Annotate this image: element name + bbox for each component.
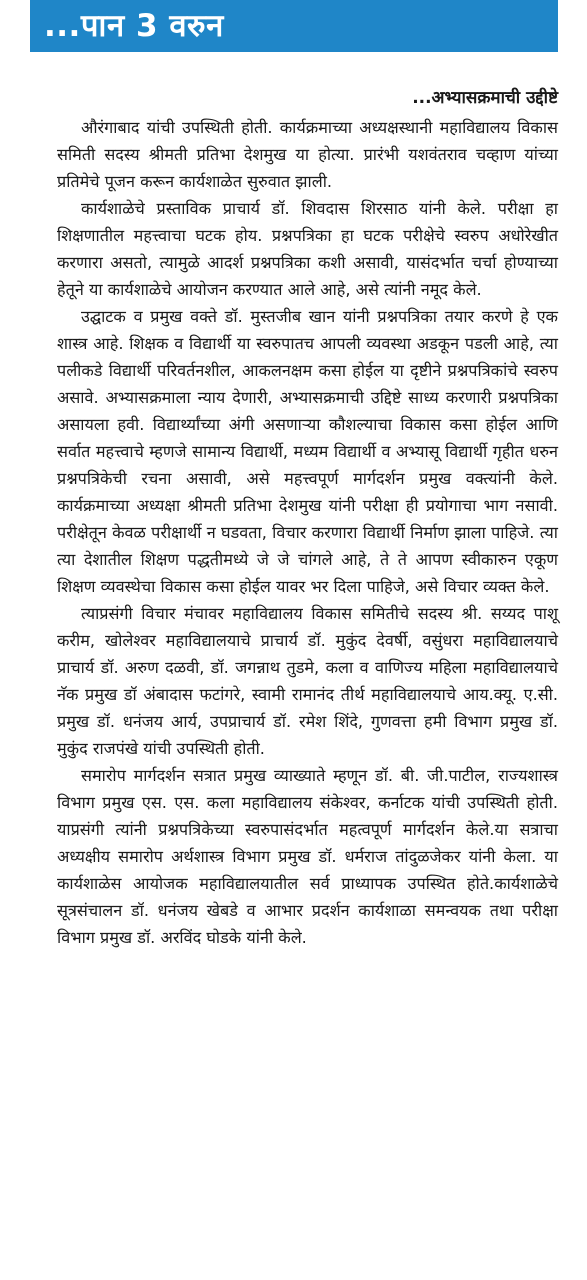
article-paragraph: कार्यशाळेचे प्रस्ताविक प्राचार्य डॉ. शिवदास शिरसाठ यांनी केले. परीक्षा हा शिक्षणातील महत्त्वाचा घटक होय. प्रश्नपत्रिका हा घटक परीक्षेचे स्वरुप अधोरेखीत करणारा असतो, त्यामुळे आदर्श प्रश्नपत्रिका कशी असावी, यासंदर्भात चर्चा होण्याच्या हेतूने या कार्यशाळेचे आयोजन करण्यात आले आहे, असे त्यांनी नमूद केले. xyxy=(57,199,558,299)
article-paragraph: त्याप्रसंगी विचार मंचावर महाविद्यालय विकास समितीचे सदस्य श्री. सय्यद पाशू करीम, खोलेश्वर महाविद्यालयाचे प्राचार्य डॉ. मुकुंद देवर्षी, वसुंधरा महाविद्यालयाचे प्राचार्य डॉ. अरुण दळवी, डॉ. जगन्नाथ तुडमे, कला व वाणिज्य महिला महाविद्यालयाचे नॅक प्रमुख डॉ अंबादास फटांगरे, स्वामी रामानंद तीर्थ महाविद्यालयाचे आय.क्यू. ए.सी. प्रमुख डॉ. धनंजय आर्य, उपप्राचार्य डॉ. रमेश शिंदे, गुणवत्ता हमी विभाग प्रमुख डॉ. मुकुंद राजपंखे यांची उपस्थिती होती. xyxy=(57,604,558,758)
article-paragraph: औरंगाबाद यांची उपस्थिती होती. कार्यक्रमाच्या अध्यक्षस्थानी महाविद्यालय विकास समिती सदस्य श्रीमती प्रतिभा देशमुख या होत्या. प्रारंभी यशवंतराव चव्हाण यांच्या प्रतिमेचे पूजन करून कार्यशाळेत सुरुवात झाली. xyxy=(57,118,558,191)
article-paragraph: उद्घाटक व प्रमुख वक्ते डॉ. मुस्तजीब खान यांनी प्रश्नपत्रिका तयार करणे हे एक शास्त्र आहे. शिक्षक व विद्यार्थी या स्वरुपातच आपली व्यवस्था अडकून पडली आहे, त्या पलीकडे विद्यार्थी परिवर्तनशील, आकलनक्षम कसा होईल या दृष्टीने प्रश्नपत्रिकांचे स्वरुप असावे. अभ्यासक्रमाला न्याय देणारी, अभ्यासक्रमाची उद्दिष्टे साध्य करणारी प्रश्नपत्रिका असायला हवी. विद्यार्थ्यांच्या अंगी असणाऱ्या कौशल्याचा विकास कसा होईल आणि सर्वात महत्त्वाचे म्हणजे सामान्य विद्यार्थी, मध्यम विद्यार्थी व अभ्यासू विद्यार्थी गृहीत धरुन प्रश्नपत्रिकेची रचना असावी, असे महत्त्वपूर्ण मार्गदर्शन प्रमुख वक्त्यांनी केले. कार्यक्रमाच्या अध्यक्षा श्रीमती प्रतिभा देशमुख यांनी परीक्षा ही प्रयोगाचा भाग नसावी. परीक्षेतून केवळ परीक्षार्थी न घडवता, विचार करणारा विद्यार्थी निर्माण झाला पाहिजे. त्या त्या देशातील शिक्षण पद्धतीमध्ये जे जे चांगले आहे, ते ते आपण स्वीकारुन एकूण शिक्षण व्यवस्थेचा विकास कसा होईल यावर भर दिला पाहिजे, असे विचार व्यक्त केले. xyxy=(57,307,558,596)
article-body xyxy=(57,84,558,951)
continuation-banner xyxy=(30,0,558,52)
article-subhead: ...अभ्यासक्रमाची उद्दीष्टे xyxy=(412,88,558,108)
article-paragraph: समारोप मार्गदर्शन सत्रात प्रमुख व्याख्याते म्हणून डॉ. बी. जी.पाटील, राज्यशास्त्र विभाग प्रमुख एस. एस. कला महाविद्यालय संकेश्वर, कर्नाटक यांची उपस्थिती होती. याप्रसंगी त्यांनी प्रश्नपत्रिकेच्या स्वरुपासंदर्भात महत्वपूर्ण मार्गदर्शन केले.या सत्राचा अध्यक्षीय समारोप अर्थशास्त्र विभाग प्रमुख डॉ. धर्मराज तांदुळजेकर यांनी केला. या कार्यशाळेस आयोजक महाविद्यालयातील सर्व प्राध्यापक उपस्थित होते.कार्यशाळेचे सूत्रसंचालन डॉ. धनंजय खेबडे व आभार प्रदर्शन कार्यशाळा समन्वयक तथा परीक्षा विभाग प्रमुख डॉ. अरविंद घोडके यांनी केले. xyxy=(57,766,558,947)
banner-text: ...पान 3 वरुन xyxy=(44,8,224,44)
